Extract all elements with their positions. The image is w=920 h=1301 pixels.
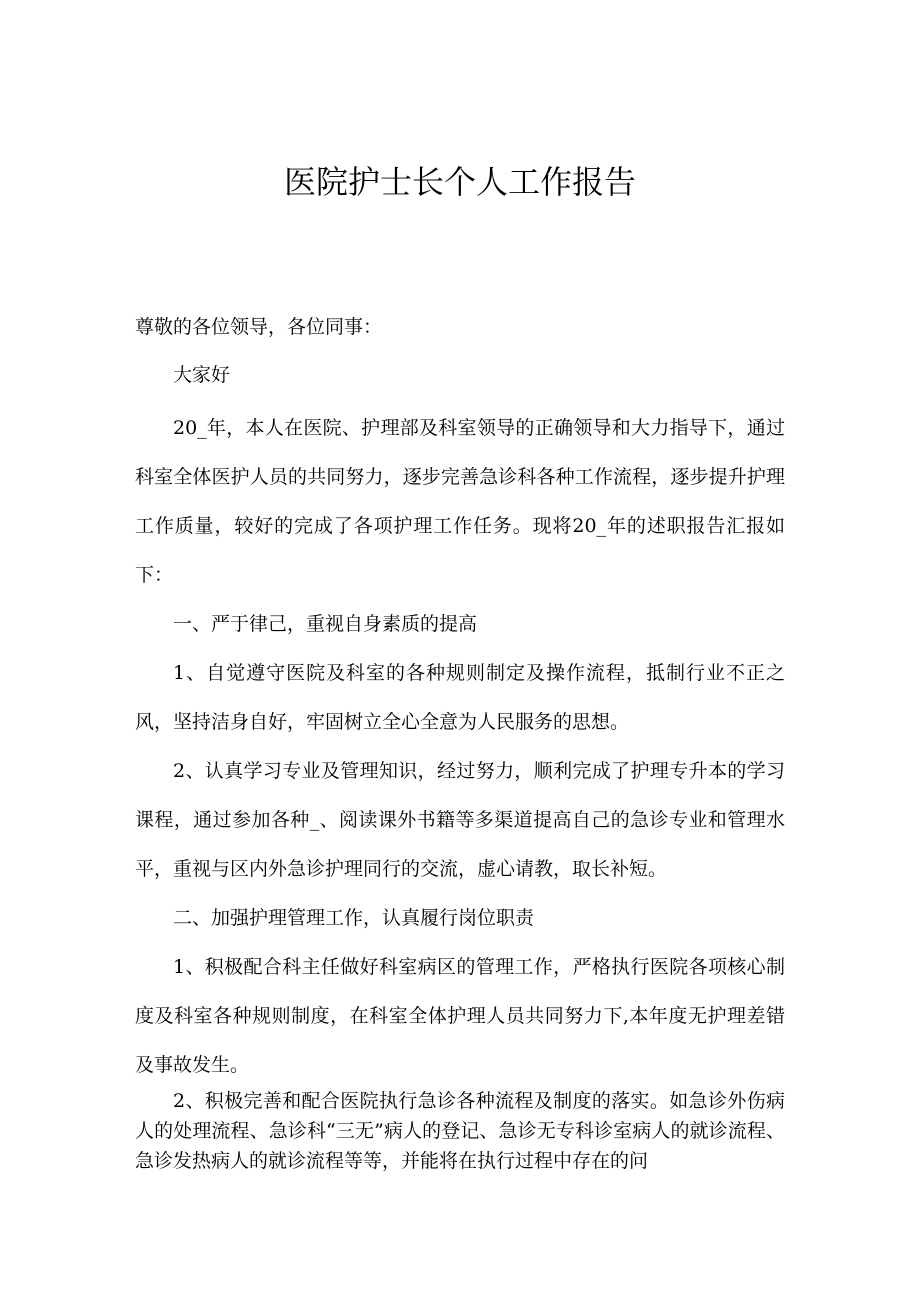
- report-body-continued: [135, 1086, 785, 1176]
- section-heading-1: 一、严于律己，重视自身素质的提高: [173, 613, 478, 635]
- report-body: [135, 404, 785, 1090]
- paragraph-1-2: 2、认真学习专业及管理知识，经过努力，顺利完成了护理专升本的学习课程，通过参加各种_、阅读课外书籍等多渠道提高自己的急诊专业和管理水平，重视与区内外急诊护理同行的交流，虚心请教，取长补短。: [135, 760, 785, 880]
- paragraph-2-2: 2、积极完善和配合医院执行急诊各种流程及制度的落实。如急诊外伤病人的处理流程、急诊科“三无”病人的登记、急诊无专科诊室病人的就诊流程、急诊发热病人的就诊流程等等，并能将在执行过程中存在的问: [135, 1090, 785, 1172]
- paragraph-intro: 20_年，本人在医院、护理部及科室领导的正确领导和大力指导下，通过科室全体医护人员的共同努力，逐步完善急诊科各种工作流程，逐步提升护理工作质量，较好的完成了各项护理工作任务。现将20_年的述职报告汇报如下：: [135, 417, 785, 586]
- salutation: 尊敬的各位领导，各位同事：: [135, 316, 383, 338]
- section-heading-2: 二、加强护理管理工作，认真履行岗位职责: [173, 907, 535, 929]
- greeting-text: 大家好: [173, 364, 231, 386]
- paragraph-2-1: 1、积极配合科主任做好科室病区的管理工作，严格执行医院各项核心制度及科室各种规则制度，在科室全体护理人员共同努力下,本年度无护理差错及事故发生。: [135, 956, 785, 1076]
- greeting: [135, 360, 785, 390]
- paragraph-1-1: 1、自觉遵守医院及科室的各种规则制定及操作流程，抵制行业不正之风，坚持洁身自好，牢固树立全心全意为人民服务的思想。: [135, 662, 785, 733]
- document-title: 医院护士长个人工作报告: [283, 163, 636, 201]
